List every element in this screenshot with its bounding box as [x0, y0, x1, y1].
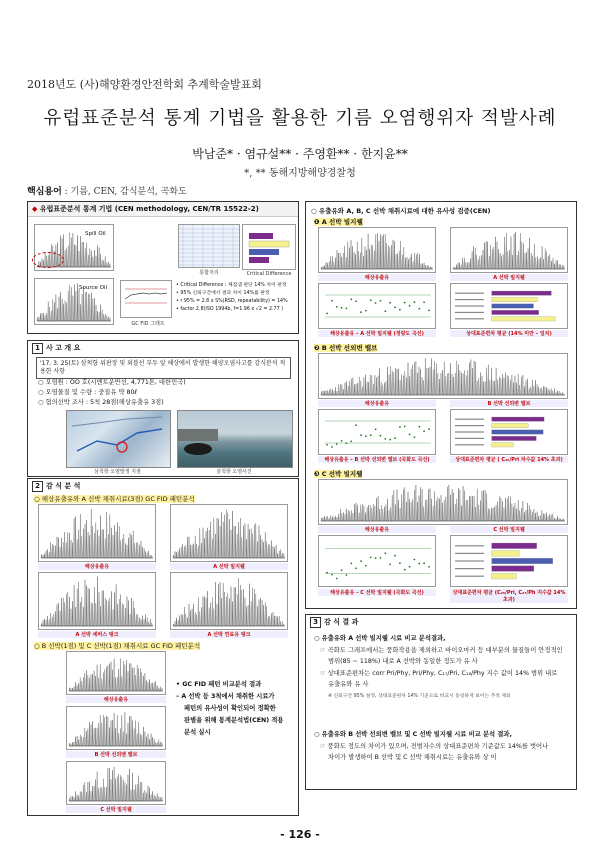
data-point [404, 302, 406, 304]
bar-label-line [455, 438, 484, 439]
gc-spill-2-caption: 해상유출유 [66, 696, 166, 703]
data-point [375, 557, 377, 559]
data-point [409, 305, 411, 307]
data-point [418, 563, 420, 565]
sec1-cap-left: 해상유출유 – A 선박 빌지웰 (정량도 곡선) [318, 330, 436, 337]
critical-difference-chart [242, 224, 296, 270]
overview-item: ○ 오염원 : OO 호(시멘트운반선, 4,771톤, 대한민국) [38, 379, 186, 386]
data-point [346, 442, 348, 444]
data-point [418, 308, 420, 310]
method-bullet: • Critical Difference : 체점샘 판단 14% 차이 판정 [176, 283, 287, 288]
overview-item: ○ 오염물질 및 수량 : 중질유 약 80ℓ [38, 389, 138, 396]
compare-panel [305, 201, 577, 609]
result-p2-head: ○ 유출유와 B 선박 선외변 밸브 및 C 선박 빌지웰 시료 비교 분석 결과, [314, 731, 512, 738]
data-point [414, 301, 416, 303]
data-point [399, 309, 401, 311]
data-point [341, 440, 343, 442]
result-line: ☞ 상대표준편차는 corr Pri/Phy, Pri/Phy, C₁₇/Pri, C₁₈/Phy 지수 값이 14% 범위 내로 [320, 669, 558, 677]
chromatogram-trace [41, 577, 152, 627]
result-p1-head: ○ 유출유와 A 선박 빌지웰 시료 비교 분석결과, [314, 635, 446, 642]
gc-a-bilge [170, 504, 288, 562]
data-point [404, 426, 406, 428]
rsd-bar [492, 417, 544, 421]
gc-spill-caption: 해상유출유 [38, 563, 156, 570]
weathering-plot [120, 280, 172, 318]
sec2-title: ❷ B 선박 선외변 밸브 [314, 344, 378, 352]
data-point [399, 562, 401, 564]
rsd-bar [492, 291, 552, 295]
chromatogram-trace [321, 233, 432, 269]
photo1-caption: 삼척항 오염발생 지점 [94, 469, 141, 475]
bar-label-line [455, 419, 484, 420]
chromatogram-trace [453, 232, 564, 269]
data-point [370, 557, 372, 559]
sec1-weathering-plot [318, 283, 436, 329]
overview-panel [27, 340, 299, 477]
sec3-title: ❸ C 선박 빌지웰 [314, 470, 363, 478]
bar-label-line [455, 318, 484, 319]
data-point [394, 437, 396, 439]
sec3-gc-c-caption: C 선박 빌지웰 [450, 526, 568, 533]
sec2-gc-b-caption: B 선박 선외변 밸브 [450, 400, 568, 407]
gc-spill [38, 504, 156, 562]
data-point [360, 434, 362, 436]
data-point [350, 298, 352, 300]
keywords [27, 184, 187, 197]
rsd-bar [492, 443, 514, 447]
section-number: 2 [32, 481, 43, 492]
rsd-bar [492, 430, 544, 434]
sec2-cap-right: 상대표준편차 평균 ( C₂₆/Pri 차수값 14% 초과) [450, 456, 568, 463]
bar-label-line [455, 299, 484, 300]
source-oil-chromatogram [34, 278, 114, 325]
data-point [336, 578, 338, 580]
data-point [389, 302, 391, 304]
harbor-photo [177, 410, 293, 468]
bar-label-line [455, 305, 484, 306]
weathering-line [125, 293, 167, 299]
rsd-bar [492, 310, 539, 314]
rsd-bar [492, 317, 556, 321]
data-point [326, 444, 328, 446]
data-point [380, 557, 382, 559]
result-p2 [314, 729, 574, 764]
method-panel [27, 201, 299, 334]
sec1-cap-right: 상대표준편차 평균 (14% 미만 – 일치) [450, 330, 568, 337]
data-point [375, 302, 377, 304]
data-point [365, 565, 367, 567]
sec2-gc-spill-caption: 해상유출유 [318, 400, 436, 407]
bar-label-line [455, 545, 484, 546]
sec3-cap-left: 해상유출유 – C 선박 빌지웰 (곡화도 곡선) [318, 589, 436, 596]
data-point [428, 566, 430, 568]
authors: 박남준* · 염규설** · 주영환** · 한지윤** [192, 147, 408, 161]
data-point [326, 572, 328, 574]
bar [249, 249, 279, 255]
sec3-gc-spill-caption: 해상유출유 [318, 526, 436, 533]
sec2-cap-left: 해상유출유 – B 선박 선외변 밸브 (곡화도 곡선) [318, 456, 436, 463]
sec1-gc-a-caption: A 선박 빌지웰 [450, 274, 568, 281]
data-point [389, 564, 391, 566]
analysis-panel [27, 478, 299, 816]
bar-label-line [455, 293, 484, 294]
result-note: ※ 신뢰구간 95% 설정, 상대표준편차 14% 기준으로 비교시 동일하게 보이는 추적 제외 [328, 693, 511, 699]
bar-label-line [455, 576, 484, 577]
affiliation: *, ** 동해지방해양경찰청 [244, 168, 356, 179]
chromatogram-trace [69, 659, 162, 692]
data-point [365, 310, 367, 312]
sec2-weathering-plot [318, 409, 436, 455]
data-point [346, 574, 348, 576]
chromatogram-trace [321, 485, 564, 521]
bar-label-line [455, 431, 484, 432]
rsd-bar [492, 304, 534, 308]
result-title: 3 감 식 결 과 [306, 615, 576, 630]
gc-c-bilge-caption: C 선박 빌지웰 [66, 806, 166, 813]
gc-b-valve [66, 706, 166, 750]
data-point [370, 434, 372, 436]
fig-gc-caption: GC FID 그래프 [131, 321, 165, 327]
bar-label-line [455, 425, 484, 426]
data-point [389, 439, 391, 441]
data-point [350, 563, 352, 565]
gc-b-valve-caption: B 선박 선외밴 밸브 [66, 751, 166, 758]
fig-integration-caption: 통합처리 [199, 270, 219, 276]
result-line: 유출유와 유 사 [328, 681, 369, 688]
data-point [360, 311, 362, 313]
data-point [384, 310, 386, 312]
bar-label-line [455, 312, 484, 313]
data-point [341, 307, 343, 309]
method-bullet: • factor 2.8(ISO 1994b, f=1.96 x √2 = 2.77 ) [176, 307, 284, 312]
result-line: 차이가 발생하여 B 선박 및 C 선박 채취시료는 유출유와 상 이 [328, 754, 497, 761]
gc-a-service [38, 572, 156, 630]
bar [249, 241, 289, 247]
data-point [326, 313, 328, 315]
data-point [409, 434, 411, 436]
gc-spill-2 [66, 651, 166, 695]
data-point [331, 574, 333, 576]
bar-label-line [455, 568, 484, 569]
result-line: ☞ 풍화도 정도의 차이가 있으며, 전범자수의 상대표준편차 기준값도 14%를 벗어나 [320, 742, 549, 750]
conference-name: 2018년도 (사)해양환경안전학회 추계학술발표회 [27, 78, 262, 91]
data-point [414, 559, 416, 561]
fig-critical-caption: Critical Difference [246, 271, 292, 277]
photo2-caption: 삼척항 오염사진 [216, 469, 252, 475]
data-point [370, 299, 372, 301]
data-point [355, 567, 357, 569]
data-point [336, 443, 338, 445]
sec3-weathering-plot [318, 535, 436, 587]
data-point [331, 300, 333, 302]
sec1-title: ❶ A 선박 빌지웰 [314, 218, 363, 226]
paper-title: 유럽표준분석 통계 기법을 활용한 기름 오염행위자 적발사례 [43, 108, 557, 129]
data-point [375, 428, 377, 430]
method-bullets [176, 282, 300, 314]
data-point [365, 435, 367, 437]
rsd-bar [492, 566, 534, 572]
bar [249, 257, 269, 263]
keywords-values: : 기름, CEN, 감식분석, 곡화도 [61, 187, 187, 197]
diamond-icon: ◆ [32, 205, 40, 213]
bar-label-line [455, 444, 484, 445]
data-point [428, 428, 430, 430]
source-oil-label: Source Oil [79, 285, 108, 291]
bar-label-line [455, 553, 484, 554]
analysis-sub2: ○ B 선박(1점) 및 C 선박(1점) 채취시료 GC FID 패턴분석 [34, 642, 201, 650]
method-title: ◆ 유럽표준분석 통계 기법 (CEN methodology, CEN/TR 15522-2) [28, 202, 298, 217]
analysis-sub1: ○ 해상유출유와 A 선박 채취시료(3점) GC FID 패턴분석 [34, 495, 195, 503]
data-point [394, 307, 396, 309]
data-point [380, 300, 382, 302]
analysis-bullet: 분석 실시 [184, 729, 211, 736]
result-p1 [314, 633, 574, 702]
analysis-bullets [176, 679, 294, 739]
bar [249, 233, 273, 239]
data-point [409, 566, 411, 568]
incident-marker [117, 442, 127, 452]
data-point [423, 562, 425, 564]
rsd-bar [492, 297, 538, 301]
result-line: 범위(85 ~ 118%) 내로 A 선박와 동일한 정도가 유 사 [328, 658, 478, 665]
analysis-bullet: 패턴의 유사성이 확인되어 정확한 [184, 705, 276, 712]
rsd-bar [492, 551, 520, 557]
rsd-bar [492, 573, 517, 579]
data-point [384, 438, 386, 440]
analysis-bullet: – A 선박 등 3척에서 채취한 시료가 [176, 693, 275, 700]
analysis-title: 2 감 식 분 석 [28, 479, 298, 494]
data-point [380, 435, 382, 437]
sec2-gc-spill [318, 353, 568, 399]
data-point [350, 441, 352, 443]
data-point [360, 560, 362, 562]
sec1-gc-spill-caption: 해상유출유 [318, 274, 436, 281]
gc-a-service-caption: A 선박 세퍼스 탱크 [38, 631, 156, 638]
method-bullet: • 95% 신뢰구간에서 결과 차이 14%를 판정 [176, 291, 270, 296]
data-point [394, 555, 396, 557]
overview-title: 1 사 고 개 요 [28, 341, 298, 356]
sec3-cap-right: 상대표준편차 평균 (C₂₆/Pri, C₂₇/Ph 지수값 14% 초과) [450, 589, 568, 603]
data-point [355, 300, 357, 302]
gc-c-bilge [66, 761, 166, 805]
result-panel [305, 614, 577, 790]
overview-summary: '17. 3. 25(토) 삼척항 위판장 및 외블선 부두 앞 해상에서 발생한 해양오염사고를 감식분석 적용한 사항 [36, 357, 291, 379]
rsd-bar [492, 436, 537, 440]
overview-item: ○ 혐의선박 조사 : 5척 28점(해상유출유 3점) [38, 399, 164, 406]
data-point [341, 569, 343, 571]
sec3-rsd-bars [450, 535, 568, 587]
sec2-rsd-bars [450, 409, 568, 455]
map-photo [66, 410, 171, 468]
spill-oil-label: Spill Oil [85, 231, 106, 237]
data-point [355, 424, 357, 426]
rsd-bar [492, 558, 553, 564]
rsd-bar [492, 543, 537, 549]
data-point [418, 426, 420, 428]
compare-title: ○ 유출유와 A, B, C 선박 채취시료에 대한 유사성 검증(CEN) [311, 207, 491, 215]
analysis-bullet: • GC FID 패턴 비교분석 결과 [176, 681, 262, 688]
keywords-label: 핵심용어 [27, 187, 62, 197]
data-point [336, 306, 338, 308]
rsd-bar [492, 423, 529, 427]
chromatogram-trace [173, 578, 284, 626]
bar-label-line [455, 560, 484, 561]
gc-a-fuel [170, 572, 288, 630]
chromatogram-trace [173, 510, 284, 558]
method-bullet: • r 95% = 2.8 x S%(RSD, repeatability) = 14% [176, 299, 288, 304]
integration-table [178, 224, 240, 268]
harbor-outline [77, 429, 162, 451]
chromatogram-trace [69, 767, 162, 801]
sec1-rsd-bars [450, 283, 568, 329]
data-point [428, 310, 430, 312]
sec1-gc-a [450, 227, 568, 273]
data-point [414, 436, 416, 438]
page-number: - 126 - [280, 828, 320, 841]
data-point [423, 430, 425, 432]
sec3-gc-spill [318, 479, 568, 525]
data-point [384, 552, 386, 554]
sec1-gc-spill [318, 227, 436, 273]
gc-a-fuel-caption: A 선박 연료유 탱크 [170, 631, 288, 638]
gc-a-bilge-caption: A 선박 빌지웰 [170, 563, 288, 570]
analysis-bullet: 판별을 위해 통계분석법(CEN) 적용 [184, 717, 284, 724]
data-point [331, 446, 333, 448]
chromatogram-trace [41, 509, 152, 558]
boom-float [184, 443, 212, 455]
overview-items [38, 378, 186, 408]
section-number: 3 [310, 617, 321, 628]
data-point [346, 308, 348, 310]
data-point [423, 301, 425, 303]
section-number: 1 [32, 343, 43, 354]
chromatogram-trace [321, 358, 564, 395]
result-line: ☞ 곡화도 그래프에서는 풍화작용을 제외하고 바이오마커 등 대부분의 물질들이 안정적인 [320, 646, 563, 654]
data-point [404, 569, 406, 571]
sample-circle [32, 252, 64, 268]
data-point [399, 426, 401, 428]
chromatogram-trace [69, 712, 162, 746]
